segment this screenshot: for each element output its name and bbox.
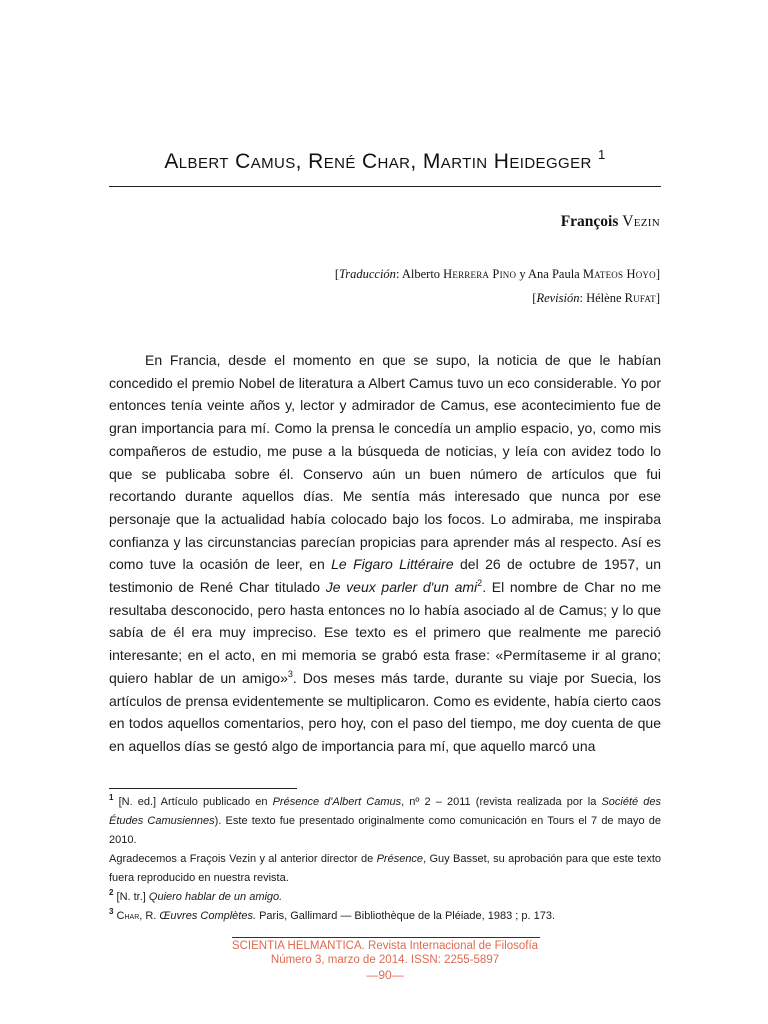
footnote-ref-3[interactable]: 3 — [287, 668, 293, 679]
title-word: René — [308, 150, 362, 173]
title-word: Camus, — [235, 150, 309, 173]
journal-title: Le Figaro Littéraire — [331, 556, 454, 573]
translation-credit: [Traducción: Alberto Herrera Pino y Ana Paula Mateos Hoyo] — [334, 267, 660, 281]
title-word: Heidegger — [493, 150, 592, 173]
footnotes — [109, 793, 661, 926]
title-divider — [109, 186, 661, 187]
footnote-1-thanks: Agradecemos a Fraçois Vezin y al anterior director de Présence, Guy Basset, su aprobación para que este texto fuera reproducido en nuestra revista. — [109, 853, 661, 884]
footnote-divider — [109, 788, 297, 789]
footer-divider — [232, 937, 540, 938]
essay-title: Je veux parler d'un ami — [325, 579, 478, 596]
author-first-name: François — [560, 213, 619, 230]
footnote-ref-2[interactable]: 2 — [477, 578, 483, 589]
author-last-name: Vezin — [622, 213, 660, 230]
title-footnote-mark[interactable]: 1 — [597, 147, 606, 162]
author-byline — [561, 213, 660, 231]
article-title — [109, 147, 661, 174]
title-word: Martin — [422, 150, 494, 173]
journal-name: SCIENTIA HELMANTICA. Revista Internacional de Filosofía — [231, 940, 539, 952]
page-number: —90— — [366, 968, 404, 982]
issue-info: Número 3, marzo de 2014. ISSN: 2255-5897 — [270, 954, 500, 966]
title-word: Char, — [361, 150, 423, 173]
body-paragraph: En Francia, desde el momento en que se supo, la noticia de que le habían concedido el premio Nobel de literatura a Albert Camus tuvo un eco considerable. Yo por entonces tenía veinte años y, lector y admirador de Camus, ese acontecimiento fue de gran importancia para mí. Como la prensa le concedía un amplio espacio, yo, como mis compañeros de estudio, me puse a la búsqueda de noticias, y leía con avidez todo lo que se publicaba sobre él. Conservo aún un buen número de artículos que fui recortando durante aquellos días. Me sentía más interesado que nunca por ese personaje que la actualidad había colocado bajo los focos. Lo admiraba, me inspiraba confianza y las circunstancias parecían propicias para aprender más al respecto. Así es como tuve la ocasión de leer, en Le Figaro Littéraire del 26 de octubre de 1957, un testimonio de René Char titulado Je veux parler d'un ami$^2$. El nombre de Char no me resultaba desconocido, pero hasta entonces no lo había asociado al de Camus; y lo que sabía de él era muy impreciso. Ese texto es el primero que realmente me pareció interesante; en el acto, en mi memoria se grabó esta frase: «Permítaseme ir al grano; quiero hablar de un amigo»$^3$. Dos meses más tarde, durante su viaje por Suecia, los artículos de prensa evidentemente se multiplicaron. Como es evidente, había cierto caos en todos aquellos comentarios, pero hoy, con el paso del tiempo, me doy cuenta de que en aquellos días se gestó algo de importancia para mí, que aquello marcó una — [109, 352, 661, 754]
journal-footer — [109, 939, 661, 967]
footnote-1: $^1$ [N. ed.] Artículo publicado en Présence d'Albert Camus, nº 2 – 2011 (revista realizada por la Société des Études Camusiennes). Este texto fue presentado originalmente como comunicación en Tours el 7 de mayo de 2010. — [109, 793, 662, 846]
title-word: Albert — [164, 150, 236, 173]
credits-block — [335, 262, 660, 310]
revision-credit: [Revisión: Hélène Rufat] — [532, 291, 660, 305]
footnote-2: $^2$ [N. tr.] Quiero hablar de un amigo. — [109, 888, 283, 903]
footnote-3: $^3$ Char, R. Œuvres Complètes. Paris, Gallimard — Bibliothèque de la Pléiade, 1983 ; p. 173. — [109, 907, 556, 922]
